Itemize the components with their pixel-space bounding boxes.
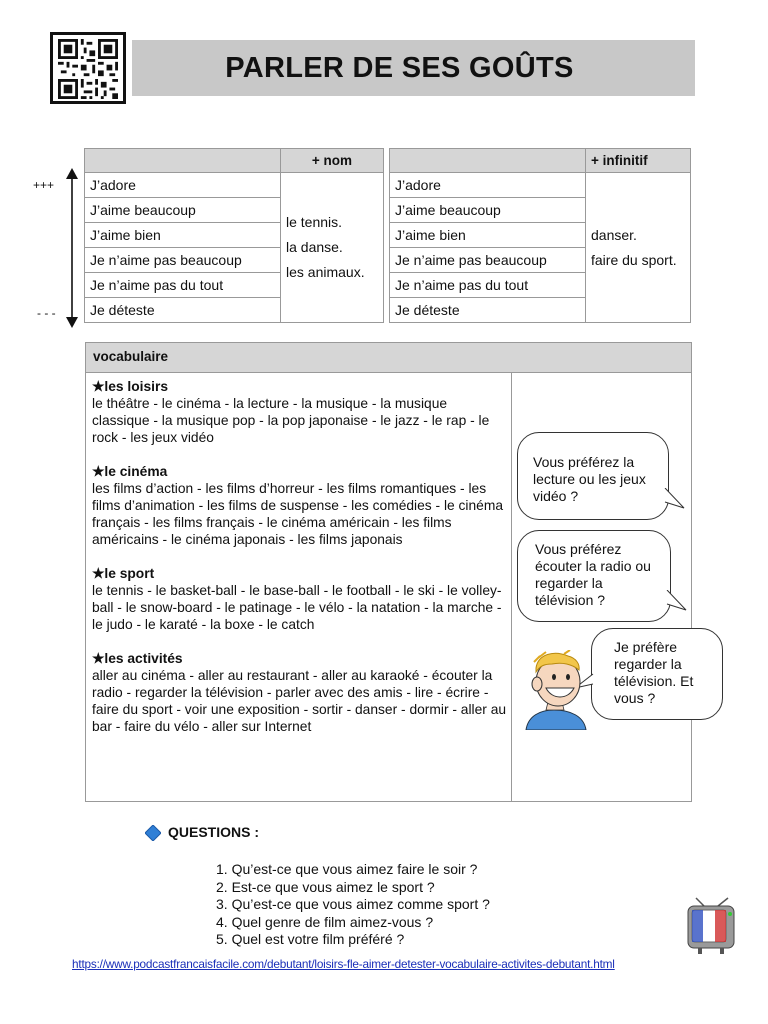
vocab-heading: ★le cinéma bbox=[92, 464, 168, 479]
example-sport: faire du sport. bbox=[591, 251, 677, 268]
example-animaux: les animaux. bbox=[286, 264, 365, 280]
table-infinitif bbox=[389, 148, 691, 323]
questions-heading: QUESTIONS : bbox=[168, 824, 260, 840]
source-link[interactable]: https://www.podcastfrancaisfacile.com/debutant/loisirs-fle-aimer-detester-vocabulaire-activites-debutant.html bbox=[72, 957, 615, 971]
speech-bubble-3: Je préfère regarder la télévision. Et vous ? bbox=[591, 628, 723, 720]
qr-code-icon bbox=[50, 32, 126, 104]
table-nom-row: Je n’aime pas beaucoup bbox=[85, 248, 281, 273]
vocab-words: le tennis - le basket-ball - le base-ball - le football - le ski - le volley-ball - le snow-board - le patinage - le vélo - la natation - la marche - le judo - le karaté - la boxe - le catch bbox=[92, 583, 502, 632]
bubble-tail-2 bbox=[666, 590, 688, 612]
bubble-tail-1 bbox=[664, 488, 686, 510]
smiling-boy-illustration bbox=[524, 650, 594, 730]
vocab-section-activites bbox=[92, 650, 508, 735]
vocab-content bbox=[92, 378, 508, 752]
scale-bottom-label: - - - bbox=[37, 306, 56, 320]
example-danser: danser. bbox=[591, 226, 637, 243]
vocab-section-cinema bbox=[92, 463, 508, 548]
table-nom-row: J’aime beaucoup bbox=[85, 198, 281, 223]
table-nom-examples bbox=[281, 173, 384, 323]
double-arrow-icon bbox=[60, 168, 84, 328]
table-nom bbox=[84, 148, 384, 323]
speech-bubble-2: Vous préférez écouter la radio ou regarder la télévision ? bbox=[517, 530, 671, 622]
table-nom-row: Je déteste bbox=[85, 298, 281, 323]
vocab-heading: ★les loisirs bbox=[92, 379, 169, 394]
table-inf-row: Je n’aime pas beaucoup bbox=[390, 248, 586, 273]
question-item: 5. Quel est votre film préféré ? bbox=[216, 931, 405, 947]
speech-bubble-1: Vous préférez la lecture ou les jeux vidéo ? bbox=[517, 432, 669, 520]
question-item: 4. Quel genre de film aimez-vous ? bbox=[216, 913, 434, 930]
table-inf-row: J’aime beaucoup bbox=[390, 198, 586, 223]
page-title: PARLER DE SES GOÛTS bbox=[225, 51, 574, 84]
table-inf-row: Je déteste bbox=[390, 298, 586, 323]
table-inf-row: J’aime bien bbox=[390, 223, 586, 248]
vocab-words: le théâtre - le cinéma - la lecture - la musique - la musique classique - la musique pop - la pop japonaise - le jazz - le rap - le rock - les jeux vidéo bbox=[92, 396, 490, 445]
table-nom-row: J’adore bbox=[85, 173, 281, 198]
blue-diamond-icon bbox=[145, 825, 161, 846]
table-nom-row: Je n’aime pas du tout bbox=[85, 273, 281, 298]
vocab-title: vocabulaire bbox=[93, 349, 169, 364]
scale-top-label: +++ bbox=[33, 178, 55, 192]
vocab-header bbox=[86, 343, 691, 373]
question-item: 3. Qu’est-ce que vous aimez comme sport ? bbox=[216, 896, 490, 912]
vocab-heading: ★les activités bbox=[92, 651, 183, 666]
table-inf-row: Je n’aime pas du tout bbox=[390, 273, 586, 298]
tv-logo-icon bbox=[686, 896, 738, 958]
vocab-divider bbox=[511, 372, 512, 802]
table-nom-header: + nom bbox=[281, 149, 384, 173]
table-nom-corner bbox=[85, 149, 281, 173]
vocab-words: aller au cinéma - aller au restaurant - aller au karaoké - écouter la radio - regarder la télévision - parler avec des amis - lire - écrire - faire du sport - voir une exposition - sortir - danser - dormir - aller au bar - faire du vélo - aller sur Internet bbox=[92, 668, 507, 734]
question-item: 2. Est-ce que vous aimez le sport ? bbox=[216, 878, 435, 895]
question-item: 1. Qu’est-ce que vous aimez faire le soir ? bbox=[216, 861, 478, 877]
table-nom-row: J’aime bien bbox=[85, 223, 281, 248]
table-inf-header: + infinitif bbox=[586, 149, 691, 173]
table-inf-corner bbox=[390, 149, 586, 173]
questions-list bbox=[216, 861, 490, 949]
example-tennis: le tennis. bbox=[286, 214, 343, 230]
vocab-section-loisirs bbox=[92, 378, 508, 446]
vocab-words: les films d’action - les films d’horreur - les films romantiques - les films d’animation - les films de suspense - les comédies - le cinéma français - les films français - le cinéma américain - les films américains - le cinéma japonais - les films japonais bbox=[92, 481, 503, 547]
table-inf-row: J’adore bbox=[390, 173, 586, 198]
example-danse: la danse. bbox=[286, 239, 343, 255]
vocab-section-sport bbox=[92, 565, 508, 633]
table-inf-examples bbox=[586, 173, 691, 323]
vocab-heading: ★le sport bbox=[92, 566, 155, 581]
